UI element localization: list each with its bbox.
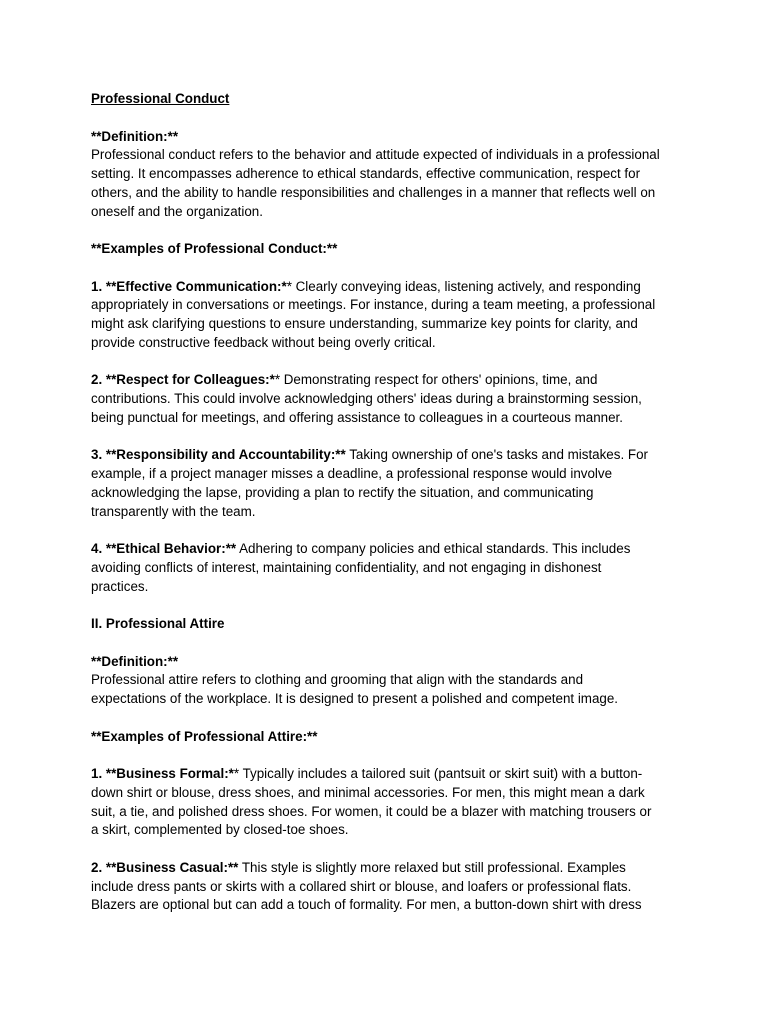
conduct-item-line: appropriately in conversations or meetings. For instance, during a team meeting, a professional [91,297,656,313]
conduct-item-text: * Demonstrating respect for others' opinions, time, and [274,372,598,388]
conduct-item-line: contributions. This could involve acknowledging others' ideas during a brainstorming session, [91,391,642,406]
conduct-item-first-line [91,446,691,465]
attire-item-line: include dress pants or skirts with a collared shirt or blouse, and loafers or professional flats. [91,878,632,894]
conduct-item-line: acknowledging the lapse, providing a plan to rectify the situation, and communicating [91,484,594,500]
conduct-item-text: Taking ownership of one's tasks and mistakes. For [345,447,648,463]
conduct-item-first-line [91,371,691,390]
section-title-attire: II. Professional Attire [91,616,225,631]
conduct-item-first-line [91,540,691,559]
attire-item-text: * Typically includes a tailored suit (pantsuit or skirt suit) with a button- [233,766,643,781]
attire-item-line: a skirt, complemented by closed-toe shoes. [91,822,349,838]
conduct-item-line: transparently with the team. [91,503,256,519]
conduct-item-line: avoiding conflicts of interest, maintaining confidentiality, and not engaging in dishonest [91,559,602,575]
attire-item-label: 1. **Business Formal:* [91,766,234,781]
conduct-definition-line: oneself and the organization. [91,203,263,219]
conduct-item-line: practices. [91,578,149,594]
attire-item-line: suit, a tie, and polished dress shoes. For women, it could be a blazer with matching trousers or [91,803,652,819]
conduct-item-label: 4. **Ethical Behavior:** [91,541,237,556]
attire-examples-heading: **Examples of Professional Attire:** [91,728,318,744]
attire-item-label: 2. **Business Casual:** [91,859,239,875]
attire-definition-line: expectations of the workplace. It is designed to present a polished and competent image. [91,691,619,706]
conduct-item-label: 1. **Effective Communication:* [91,278,287,294]
attire-item-line: Blazers are optional but can add a touch of formality. For men, a button-down shirt with dress [91,897,642,913]
document-page [91,90,691,915]
section-title-conduct: Professional Conduct [91,91,230,106]
attire-item-line: down shirt or blouse, dress shoes, and minimal accessories. For men, this might mean a dark [91,784,645,800]
conduct-item-label: 2. **Respect for Colleagues:* [91,372,275,388]
conduct-definition-line: setting. It encompasses adherence to ethical standards, effective communication, respect for [91,166,641,181]
conduct-item-label: 3. **Responsibility and Accountability:** [91,447,346,463]
attire-item-first-line [91,859,691,878]
attire-definition-line: Professional attire refers to clothing and grooming that align with the standards and [91,672,584,688]
conduct-item-text: Adhering to company policies and ethical standards. This includes [236,541,631,556]
conduct-definition-line: others, and the ability to handle responsibilities and challenges in a manner that reflects well on [91,184,656,200]
conduct-examples-heading: **Examples of Professional Conduct:** [91,241,338,256]
conduct-item-line: might ask clarifying questions to ensure understanding, summarize key points for clarity, and [91,316,638,331]
conduct-item-line: being punctual for meetings, and offering assistance to colleagues in a courteous manner. [91,409,623,425]
conduct-item-line: example, if a project manager misses a deadline, a professional response would involve [91,466,613,481]
conduct-definition-line: Professional conduct refers to the behavior and attitude expected of individuals in a professional [91,147,660,163]
attire-item-text: This style is slightly more relaxed but still professional. Examples [238,859,626,875]
attire-definition-heading: **Definition:** [91,653,179,669]
conduct-definition-heading: **Definition:** [91,128,179,144]
conduct-item-first-line [91,278,691,297]
conduct-item-line: provide constructive feedback without being overly critical. [91,334,436,350]
conduct-item-text: * Clearly conveying ideas, listening actively, and responding [286,278,641,294]
attire-item-first-line [91,765,691,784]
